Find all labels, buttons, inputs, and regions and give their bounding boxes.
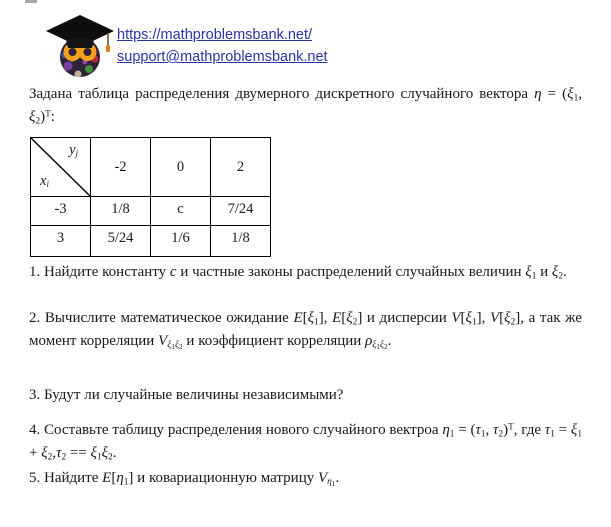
col-header-minus2: -2 (91, 138, 151, 197)
intro-paragraph: Задана таблица распределения двумерного дискретного случайного вектора $\eta = (\xi_1$, $\xi_2)^T$: (29, 86, 582, 126)
table-row-3 (31, 226, 271, 257)
col-header-0: 0 (151, 138, 211, 197)
question-1: 1. Найдите константу c и частные законы распределений случайных величин $\xi_1$ и $\xi_2$. (29, 264, 567, 282)
support-email-link[interactable]: support@mathproblemsbank.net (117, 49, 328, 65)
table-row-minus3 (31, 197, 271, 226)
site-url-link[interactable]: https://mathproblemsbank.net/ (117, 27, 313, 43)
question-4: 4. Составьте таблицу распределения нового случайного вектроа $\eta_1 = (\tau_1$, $\tau_2)^T$, где $\tau_1 = \xi_1 + \xi_2,\tau_2 == \xi_1\xi_2$. (29, 422, 582, 462)
owl-graduation-cap-infinity-icon (45, 14, 115, 78)
corner-cell (31, 138, 91, 197)
prob-cell: 5/24 (91, 226, 151, 257)
row-label: 3 (31, 226, 91, 257)
question-3: 3. Будут ли случайные величины независимыми? (29, 387, 344, 403)
corner-label-xi: $x_i$ (40, 173, 49, 190)
prob-cell: 7/24 (211, 197, 271, 226)
table-header-row (31, 138, 271, 197)
row-label: -3 (31, 197, 91, 226)
prob-cell: 1/8 (211, 226, 271, 257)
scrollbar-artifact (25, 0, 37, 3)
question-5: 5. Найдите $E[\eta_1]$ и ковариационную матрицу $V_{\eta_1}$. (29, 470, 340, 489)
corner-label-yj: $y_j$ (69, 142, 78, 159)
distribution-table (30, 137, 271, 257)
col-header-2: 2 (211, 138, 271, 197)
prob-cell: 1/8 (91, 197, 151, 226)
prob-cell: 1/6 (151, 226, 211, 257)
header-links (117, 24, 328, 68)
prob-cell-constant-c: c (151, 197, 211, 226)
question-2: 2. Вычислите математическое ожидание $E[\xi_1]$, $E[\xi_2]$ и дисперсии $V[\xi_1]$, $V[\xi_2]$, а так же момент корреляции $V_{\xi_1\xi_2}$ и коэффициент корреляции $\rho_{\xi_1\xi_2}$. (29, 310, 582, 352)
mathproblemsbank-logo (45, 14, 115, 78)
